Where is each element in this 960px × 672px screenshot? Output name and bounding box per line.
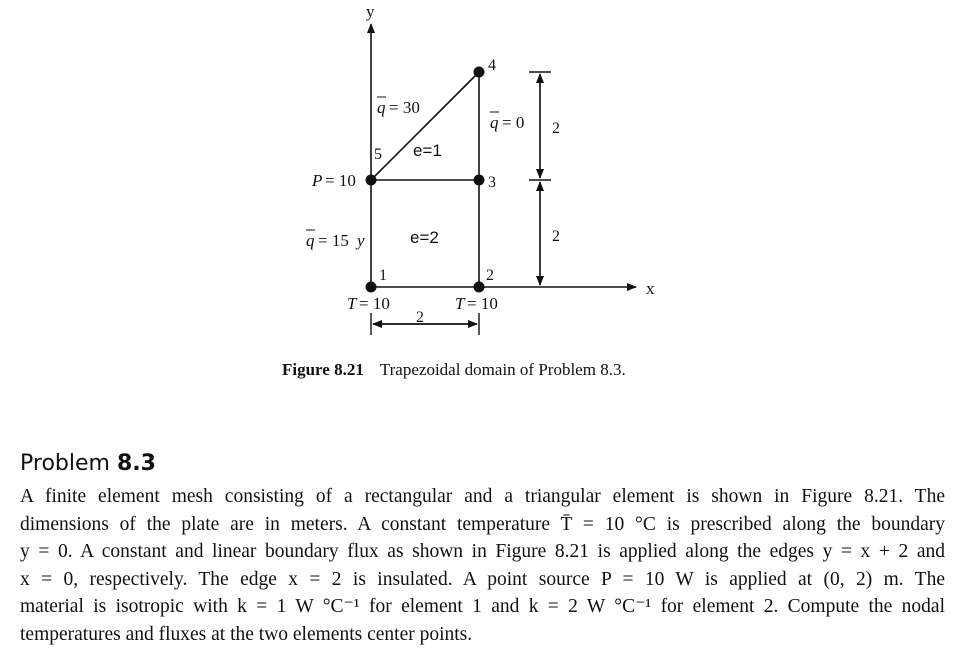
node-4-dot	[474, 67, 485, 78]
svg-text:= 15: = 15	[318, 231, 349, 250]
flux-top-label	[377, 97, 420, 117]
figure-caption	[282, 360, 626, 380]
temperature-right-label	[455, 294, 498, 313]
node-3-dot	[474, 175, 485, 186]
problem-number: 8.3	[116, 451, 156, 476]
svg-text:q: q	[306, 231, 315, 250]
x-axis-label: x	[646, 279, 655, 298]
svg-text:= 10: = 10	[359, 294, 390, 313]
dim-bottom-label: 2	[416, 309, 424, 326]
node-5-dot	[366, 175, 377, 186]
node-1-dot	[366, 282, 377, 293]
node-5-label: 5	[374, 146, 382, 163]
problem-line-4: x = 0, respectively. The edge x = 2 is insulated. A point source P = 10 W is applied at (0, 2) m. The	[20, 568, 945, 590]
node-2-label: 2	[486, 267, 494, 284]
node-3-label: 3	[488, 174, 496, 191]
problem-heading	[20, 451, 156, 476]
problem-line-5: material is isotropic with k = 1 W °C⁻¹ for element 1 and k = 2 W °C⁻¹ for element 2. Compute the nodal	[20, 596, 945, 618]
dim-upper-label: 2	[552, 120, 560, 137]
svg-text:T: T	[455, 294, 465, 313]
node-2-dot	[474, 282, 485, 293]
svg-text:= 30: = 30	[389, 98, 420, 117]
flux-right-label	[490, 112, 524, 132]
temperature-left-label	[347, 294, 390, 313]
svg-text:= 0: = 0	[502, 113, 525, 132]
problem-body	[20, 483, 945, 649]
problem-line-1: A finite element mesh consisting of a rectangular and a triangular element is shown in Figure 8.21. The	[20, 486, 945, 507]
y-axis-label: y	[366, 2, 375, 21]
dim-lower-label: 2	[552, 228, 560, 245]
problem-line-3: y = 0. A constant and linear boundary flux as shown in Figure 8.21 is applied along the edges y = x + 2 and	[20, 541, 945, 563]
svg-text:= 10: = 10	[467, 294, 498, 313]
svg-text:P: P	[312, 171, 323, 190]
problem-word: Problem	[20, 451, 110, 476]
svg-text:= 10: = 10	[325, 171, 356, 190]
edge-5-4	[371, 72, 479, 180]
svg-text:q: q	[490, 113, 499, 132]
node-4-label: 4	[488, 57, 496, 74]
figure-caption-text: Trapezoidal domain of Problem 8.3.	[379, 360, 626, 379]
svg-text:y: y	[357, 231, 365, 250]
point-source-label	[311, 171, 356, 190]
element-2-label: e=2	[410, 228, 439, 247]
element-1-label: e=1	[413, 141, 442, 160]
problem-line-6: temperatures and fluxes at the two elements center points.	[20, 623, 473, 645]
flux-left-label	[306, 230, 365, 250]
node-1-label: 1	[379, 267, 387, 284]
figure-caption-label: Figure 8.21	[282, 360, 364, 379]
svg-text:T: T	[347, 294, 357, 313]
svg-text:q: q	[377, 98, 386, 117]
problem-line-2: dimensions of the plate are in meters. A constant temperature T̄ = 10 °C is prescribed along the boundary	[20, 513, 945, 535]
